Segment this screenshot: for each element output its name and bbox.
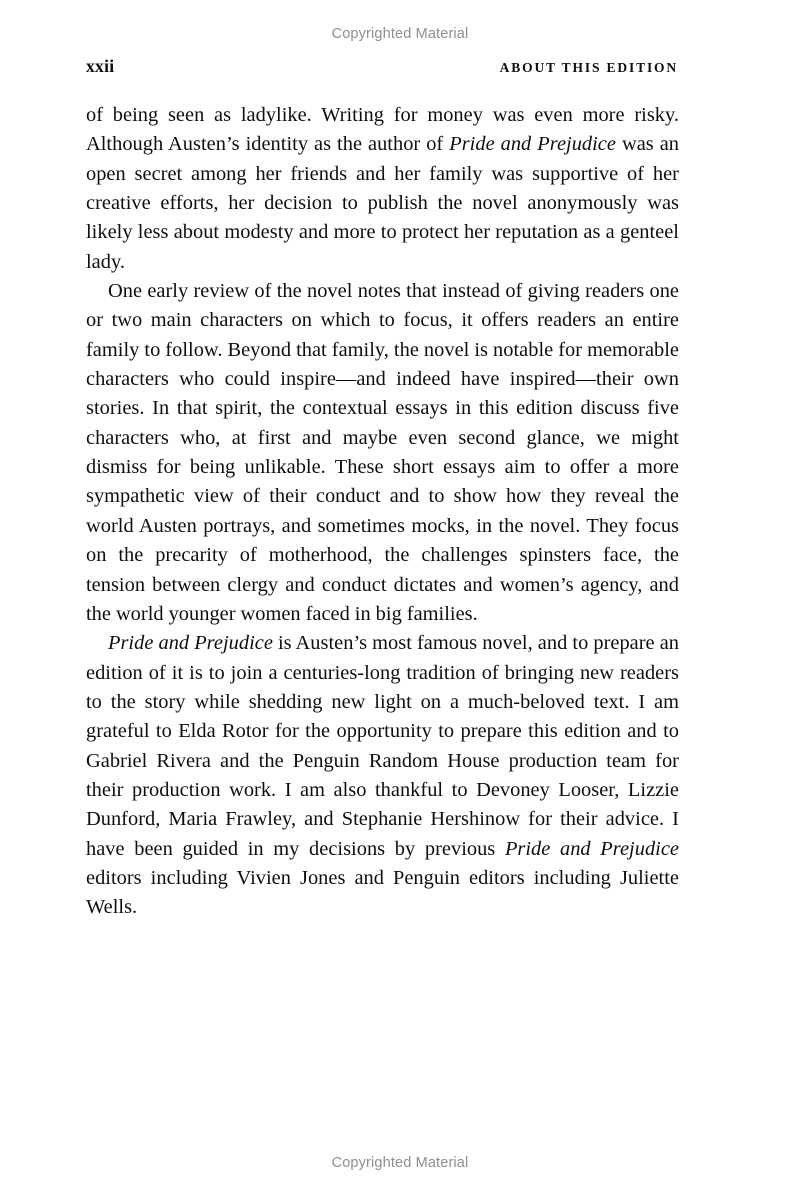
text-run: One early review of the novel notes that instead of giving readers one or two main characters on which to focus, it offers readers an entire family to follow. Beyond that family, the novel is notable for memorable characters who could inspire—and indeed have inspired—their own stories. In that spirit, the contextual essays in this edition discuss five characters who, at first and maybe even second glance, we might dismiss for being unlikable. These short essays aim to offer a more sympathetic view of their conduct and to show how they reveal the world Austen portrays, and sometimes mocks, in the novel. They focus on the precarity of motherhood, the challenges spinsters face, the tension between clergy and conduct dictates and women’s agency, and the world younger women faced in big families. [86, 280, 679, 625]
text-run: was an open secret among her friends and her family was supportive of her creative efforts, her decision to publish the novel anonymously was likely less about modesty and more to protect her reputation as a genteel lady. [86, 133, 679, 273]
text-run: is Austen’s most famous novel, and to prepare an edition of it is to join a centuries-long tradition of bringing new readers to the story while shedding new light on a much-beloved text. I am grateful to Elda Rotor for the opportunity to prepare this edition and to Gabriel Rivera and the Penguin Random House production team for their production work. I am also thankful to Devoney Looser, Lizzie Dunford, Maria Frawley, and Stephanie Hershinow for their advice. I have been guided in my decisions by previous [86, 632, 679, 860]
body-paragraph [86, 629, 679, 922]
body-text-block [86, 101, 679, 923]
page-folio: xxii [86, 56, 115, 76]
text-run: of being seen as ladylike. Writing for money was even more risky. Although Austen’s identity as the author of [86, 104, 679, 156]
watermark-bottom: Copyrighted Material [331, 1155, 469, 1171]
running-head-title: ABOUT THIS EDITION [499, 60, 678, 75]
text-run: editors including Vivien Jones and Penguin editors including Juliette Wells. [86, 866, 679, 919]
watermark-top: Copyrighted Material [331, 26, 469, 42]
book-title-italic: Pride and Prejudice [504, 837, 679, 860]
book-title-italic: Pride and Prejudice [108, 632, 273, 655]
running-head [86, 58, 678, 76]
book-title-italic: Pride and Prejudice [449, 133, 616, 156]
body-paragraph [86, 277, 679, 629]
body-paragraph [86, 101, 679, 277]
